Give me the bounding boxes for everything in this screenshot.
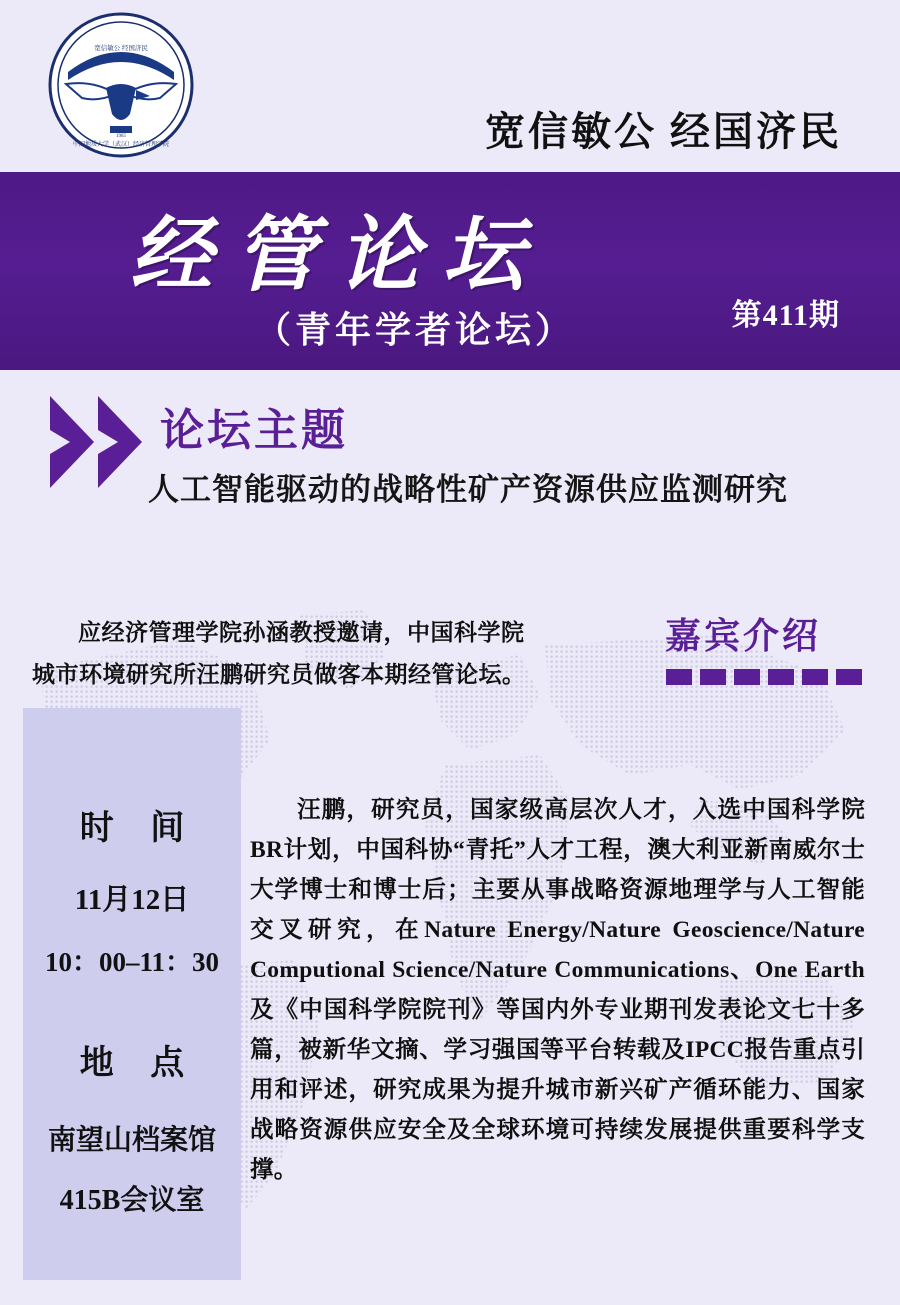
eagle-emblem-logo xyxy=(46,10,196,160)
dash-segment xyxy=(802,669,828,685)
guest-bio-text: 汪鹏，研究员，国家级高层次人才，入选中国科学院BR计划，中国科协“青托”人才工程，澳大利亚新南威尔士大学博士和博士后；主要从事战略资源地理学与人工智能交叉研究，在Nature Energy/Nature Geoscience/Nature Computional Science/Nature Communications、One Earth及《中国科学院院刊》等国内外专业期刊发表论文七十多篇，被新华文摘、学习强国等平台转载及IPCC报告重点引用和评述，研究成果为提升城市新兴矿产循环能力、国家战略资源供应安全及全球环境可持续发展提供重要科学支撑。 xyxy=(250,797,865,1183)
dash-segment xyxy=(666,669,692,685)
dash-segment xyxy=(700,669,726,685)
event-time-range: 10：00–11：30 xyxy=(44,947,219,977)
invitation-paragraph xyxy=(32,612,612,696)
time-label: 时 间 xyxy=(79,810,199,847)
dash-segment xyxy=(734,669,760,685)
guest-bio xyxy=(250,790,865,1190)
topic-section xyxy=(0,382,900,552)
event-info-panel xyxy=(23,708,241,1280)
topic-text: 人工智能驱动的战略性矿产资源供应监测研究 xyxy=(148,472,788,507)
header-slogan: 宽信敏公 经国济民 xyxy=(485,109,842,154)
topic-label: 论坛主题 xyxy=(160,406,348,455)
title-banner xyxy=(0,172,900,370)
svg-text:宽信敏公 经国济民: 宽信敏公 经国济民 xyxy=(94,45,148,52)
place-label: 地 点 xyxy=(79,1045,199,1082)
event-date: 11月12日 xyxy=(74,884,190,916)
guest-intro-title: 嘉宾介绍 xyxy=(664,616,821,656)
dash-segment xyxy=(768,669,794,685)
issue-number: 第411期 xyxy=(731,299,840,332)
svg-text:1985: 1985 xyxy=(116,134,126,139)
dash-decoration xyxy=(622,669,862,685)
dash-segment xyxy=(836,669,862,685)
venue-line-1: 南望山档案馆 xyxy=(47,1125,216,1156)
double-chevron-icon xyxy=(48,392,154,492)
poster-header xyxy=(0,0,900,172)
forum-subtitle: （青年学者论坛） xyxy=(255,310,576,350)
guest-intro-heading xyxy=(628,608,858,685)
invitation-line-2: 城市环境研究所汪鹏研究员做客本期经管论坛。 xyxy=(32,662,526,687)
forum-title: 经管论坛 xyxy=(130,207,546,303)
svg-text:中国地质大学（武汉）经济管理学院: 中国地质大学（武汉）经济管理学院 xyxy=(72,142,170,148)
invitation-line-1: 应经济管理学院孙涵教授邀请，中国科学院 xyxy=(78,620,525,645)
venue-line-2: 415B会议室 xyxy=(59,1185,205,1216)
